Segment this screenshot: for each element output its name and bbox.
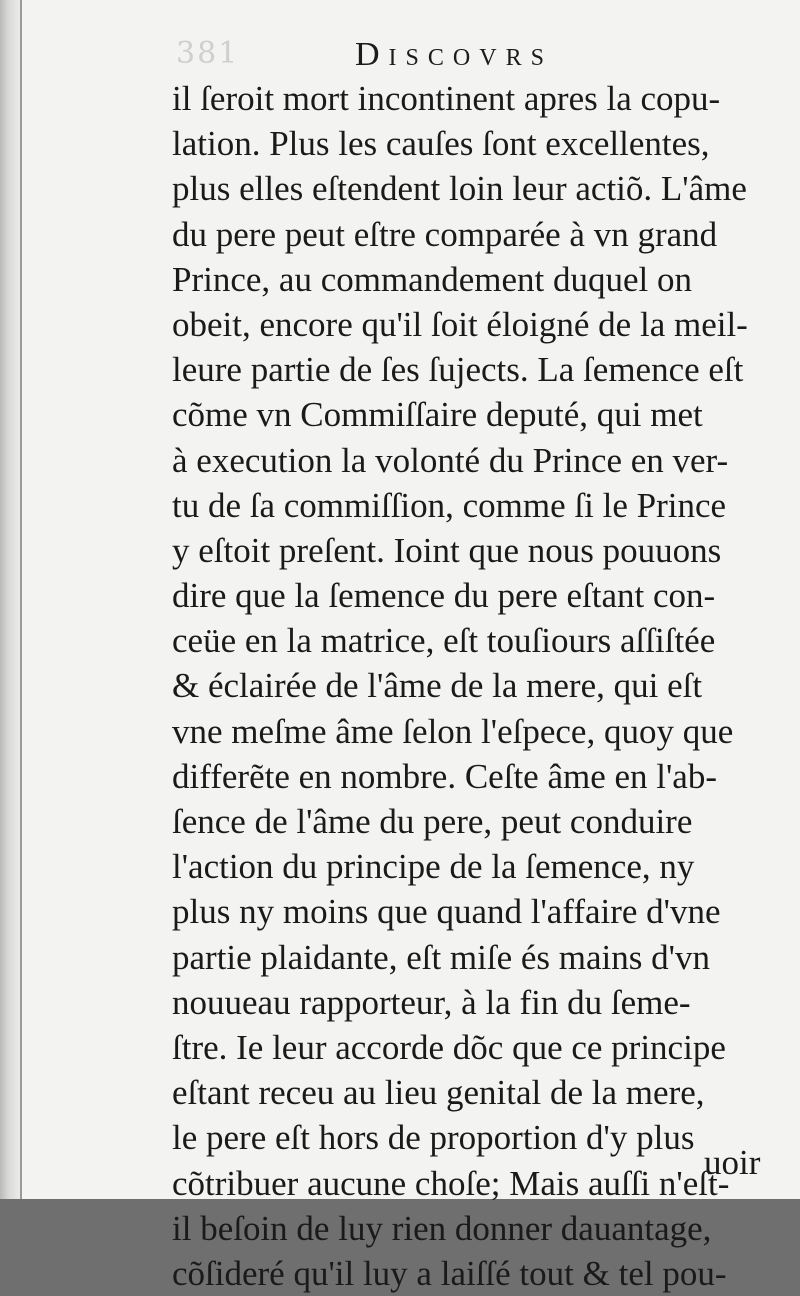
text-line: l'action du principe de la ſemence, ny	[172, 847, 695, 887]
catchword: uoir	[704, 1143, 761, 1182]
text-line: plus elles eſtendent loin leur actiõ. L'âme	[172, 169, 747, 209]
text-line: du pere peut eſtre comparée à vn grand	[172, 214, 718, 254]
page-edge-line	[20, 0, 22, 1199]
page-gutter-shadow	[0, 0, 20, 1199]
text-line: ceüe en la matrice, eſt touſiours aſſiſtée	[172, 621, 716, 661]
text-line: Prince, au commandement duquel on	[172, 259, 692, 299]
text-line: dire que la ſemence du pere eſtant con-	[172, 576, 716, 616]
text-line: il ſeroit mort incontinent apres la copu-	[172, 79, 721, 118]
show-through-page-number: 381	[176, 36, 240, 71]
body-text	[172, 76, 762, 1296]
text-line: il beſoin de luy rien donner dauantage,	[172, 1208, 712, 1248]
text-line: differẽte en nombre. Ceſte âme en l'ab-	[172, 756, 717, 796]
text-line: le pere eſt hors de proportion d'y plus	[172, 1118, 695, 1158]
text-line: partie plaidante, eſt miſe és mains d'vn	[172, 937, 710, 977]
text-line: cõme vn Commiſſaire deputé, qui met	[172, 395, 703, 435]
text-line: plus ny moins que quand l'affaire d'vne	[172, 892, 721, 932]
text-line: ſtre. Ie leur accorde dõc que ce principe	[172, 1027, 726, 1067]
text-line: obeit, encore qu'il ſoit éloigné de la meil-	[172, 304, 748, 344]
text-line: lation. Plus les cauſes ſont excellentes,	[172, 124, 710, 164]
running-head: Discovrs	[355, 36, 553, 73]
text-line: à execution la volonté du Prince en ver-	[172, 440, 729, 480]
text-line: eſtant receu au lieu genital de la mere,	[172, 1073, 705, 1113]
text-line: & éclairée de l'âme de la mere, qui eſt	[172, 666, 703, 706]
text-line: y eſtoit preſent. Ioint que nous pouuons	[172, 530, 722, 570]
text-line: ſence de l'âme du pere, peut conduire	[172, 802, 693, 841]
text-line: cõſideré qu'il luy a laiſſé tout & tel pou-	[172, 1253, 727, 1293]
text-line: tu de ſa commiſſion, comme ſi le Prince	[172, 485, 727, 525]
text-line: vne meſme âme ſelon l'eſpece, quoy que	[172, 711, 734, 751]
text-line: leure partie de ſes ſujects. La ſemence eſt	[172, 350, 744, 390]
text-line: nouueau rapporteur, à la fin du ſeme-	[172, 982, 691, 1022]
text-line: cõtribuer aucune choſe; Mais auſſi n'eſt-	[172, 1163, 730, 1203]
